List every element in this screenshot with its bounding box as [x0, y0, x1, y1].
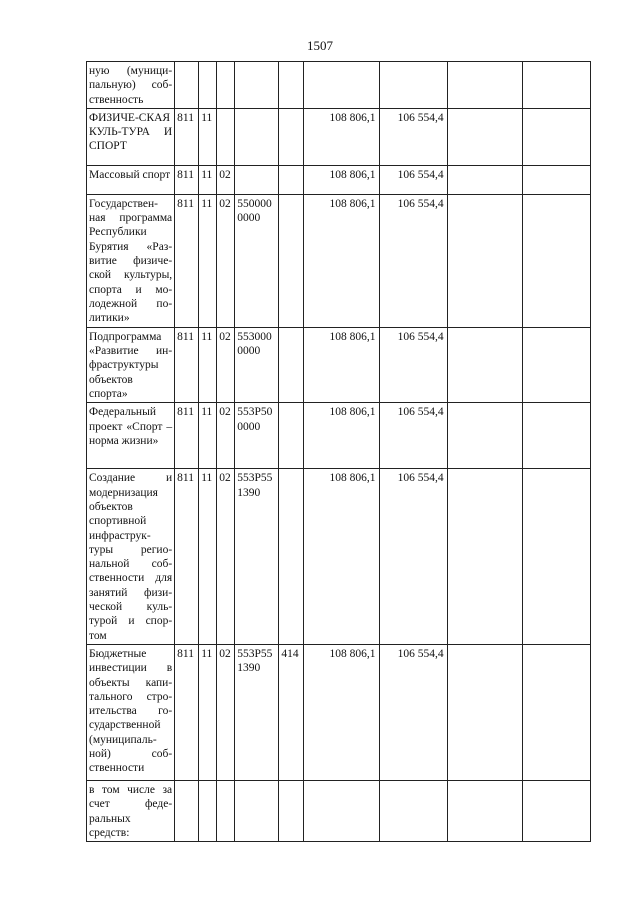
- cell-sum2: 106 554,4: [379, 469, 447, 645]
- cell-csr: [235, 62, 279, 109]
- cell-c9: [447, 403, 522, 469]
- cell-rz: 11: [199, 108, 217, 165]
- cell-c9: [447, 62, 522, 109]
- cell-sum1: 108 806,1: [304, 644, 379, 780]
- cell-name: Массовый спорт: [87, 165, 175, 194]
- cell-pr: [217, 780, 235, 841]
- cell-name: Бюджетные инвестиции в объекты капи-тального стро-ительства го-сударственной (муниципаль-ной) соб-ственности: [87, 644, 175, 780]
- cell-ved: 811: [175, 108, 199, 165]
- cell-ved: 811: [175, 165, 199, 194]
- cell-csr: 553Р55 1390: [235, 469, 279, 645]
- cell-c10: [522, 327, 590, 402]
- cell-c10: [522, 194, 590, 327]
- cell-name: ную (муници-пальную) соб-ственность: [87, 62, 175, 109]
- cell-sum2: 106 554,4: [379, 194, 447, 327]
- cell-pr: 02: [217, 194, 235, 327]
- cell-c9: [447, 469, 522, 645]
- cell-c10: [522, 165, 590, 194]
- cell-rz: 11: [199, 194, 217, 327]
- cell-vr: [279, 108, 304, 165]
- table-row: [87, 469, 591, 645]
- cell-c10: [522, 644, 590, 780]
- table-row: [87, 62, 591, 109]
- cell-csr: [235, 165, 279, 194]
- table-row: [87, 108, 591, 165]
- cell-sum1: [304, 62, 379, 109]
- cell-csr: 553Р55 1390: [235, 644, 279, 780]
- cell-pr: 02: [217, 403, 235, 469]
- cell-vr: [279, 194, 304, 327]
- cell-name: Федеральный проект «Спорт – норма жизни»: [87, 403, 175, 469]
- cell-name: ФИЗИЧЕ-СКАЯ КУЛЬ-ТУРА И СПОРТ: [87, 108, 175, 165]
- cell-vr: [279, 327, 304, 402]
- cell-name: Государствен-ная программа Республики Бурятия «Раз-витие физиче-ской культуры, спорта и мо-лодежной по-литики»: [87, 194, 175, 327]
- cell-ved: [175, 62, 199, 109]
- cell-c9: [447, 108, 522, 165]
- cell-sum2: [379, 780, 447, 841]
- table-row: [87, 403, 591, 469]
- cell-sum2: 106 554,4: [379, 327, 447, 402]
- cell-c9: [447, 644, 522, 780]
- cell-csr: 550000 0000: [235, 194, 279, 327]
- cell-pr: 02: [217, 327, 235, 402]
- cell-sum2: [379, 62, 447, 109]
- cell-c9: [447, 194, 522, 327]
- cell-csr: [235, 780, 279, 841]
- table-row: [87, 194, 591, 327]
- cell-vr: [279, 469, 304, 645]
- page-number: 1507: [307, 38, 333, 53]
- cell-ved: 811: [175, 469, 199, 645]
- cell-c9: [447, 327, 522, 402]
- cell-c10: [522, 780, 590, 841]
- table-row: [87, 327, 591, 402]
- cell-pr: [217, 62, 235, 109]
- cell-c10: [522, 469, 590, 645]
- cell-rz: 11: [199, 165, 217, 194]
- cell-rz: 11: [199, 403, 217, 469]
- cell-ved: 811: [175, 403, 199, 469]
- cell-pr: 02: [217, 469, 235, 645]
- cell-sum1: 108 806,1: [304, 469, 379, 645]
- cell-sum1: 108 806,1: [304, 403, 379, 469]
- cell-ved: 811: [175, 327, 199, 402]
- cell-csr: [235, 108, 279, 165]
- cell-rz: [199, 780, 217, 841]
- cell-sum1: 108 806,1: [304, 165, 379, 194]
- table-body: [87, 62, 591, 842]
- cell-sum1: 108 806,1: [304, 108, 379, 165]
- cell-c9: [447, 780, 522, 841]
- cell-c10: [522, 62, 590, 109]
- cell-vr: [279, 403, 304, 469]
- cell-c10: [522, 403, 590, 469]
- table-row: [87, 780, 591, 841]
- cell-c9: [447, 165, 522, 194]
- cell-vr: 414: [279, 644, 304, 780]
- cell-rz: [199, 62, 217, 109]
- cell-ved: 811: [175, 194, 199, 327]
- cell-sum2: 106 554,4: [379, 403, 447, 469]
- cell-sum1: 108 806,1: [304, 194, 379, 327]
- cell-vr: [279, 62, 304, 109]
- cell-pr: [217, 108, 235, 165]
- cell-pr: 02: [217, 165, 235, 194]
- cell-sum2: 106 554,4: [379, 165, 447, 194]
- cell-vr: [279, 165, 304, 194]
- cell-csr: 553Р50 0000: [235, 403, 279, 469]
- cell-pr: 02: [217, 644, 235, 780]
- table-row: [87, 644, 591, 780]
- cell-sum1: 108 806,1: [304, 327, 379, 402]
- cell-name: Подпрограмма «Развитие ин-фраструктуры объектов спорта»: [87, 327, 175, 402]
- cell-rz: 11: [199, 469, 217, 645]
- budget-table: [86, 61, 591, 842]
- table-row: [87, 165, 591, 194]
- cell-vr: [279, 780, 304, 841]
- cell-ved: [175, 780, 199, 841]
- cell-sum2: 106 554,4: [379, 108, 447, 165]
- cell-ved: 811: [175, 644, 199, 780]
- cell-rz: 11: [199, 327, 217, 402]
- cell-name: в том числе за счет феде-ральных средств:: [87, 780, 175, 841]
- cell-c10: [522, 108, 590, 165]
- cell-name: Создание и модернизация объектов спортивной инфраструк-туры регио-нальной соб-ственности для занятий физи-ческой куль-турой и спор-том: [87, 469, 175, 645]
- cell-csr: 553000 0000: [235, 327, 279, 402]
- cell-sum2: 106 554,4: [379, 644, 447, 780]
- cell-sum1: [304, 780, 379, 841]
- cell-rz: 11: [199, 644, 217, 780]
